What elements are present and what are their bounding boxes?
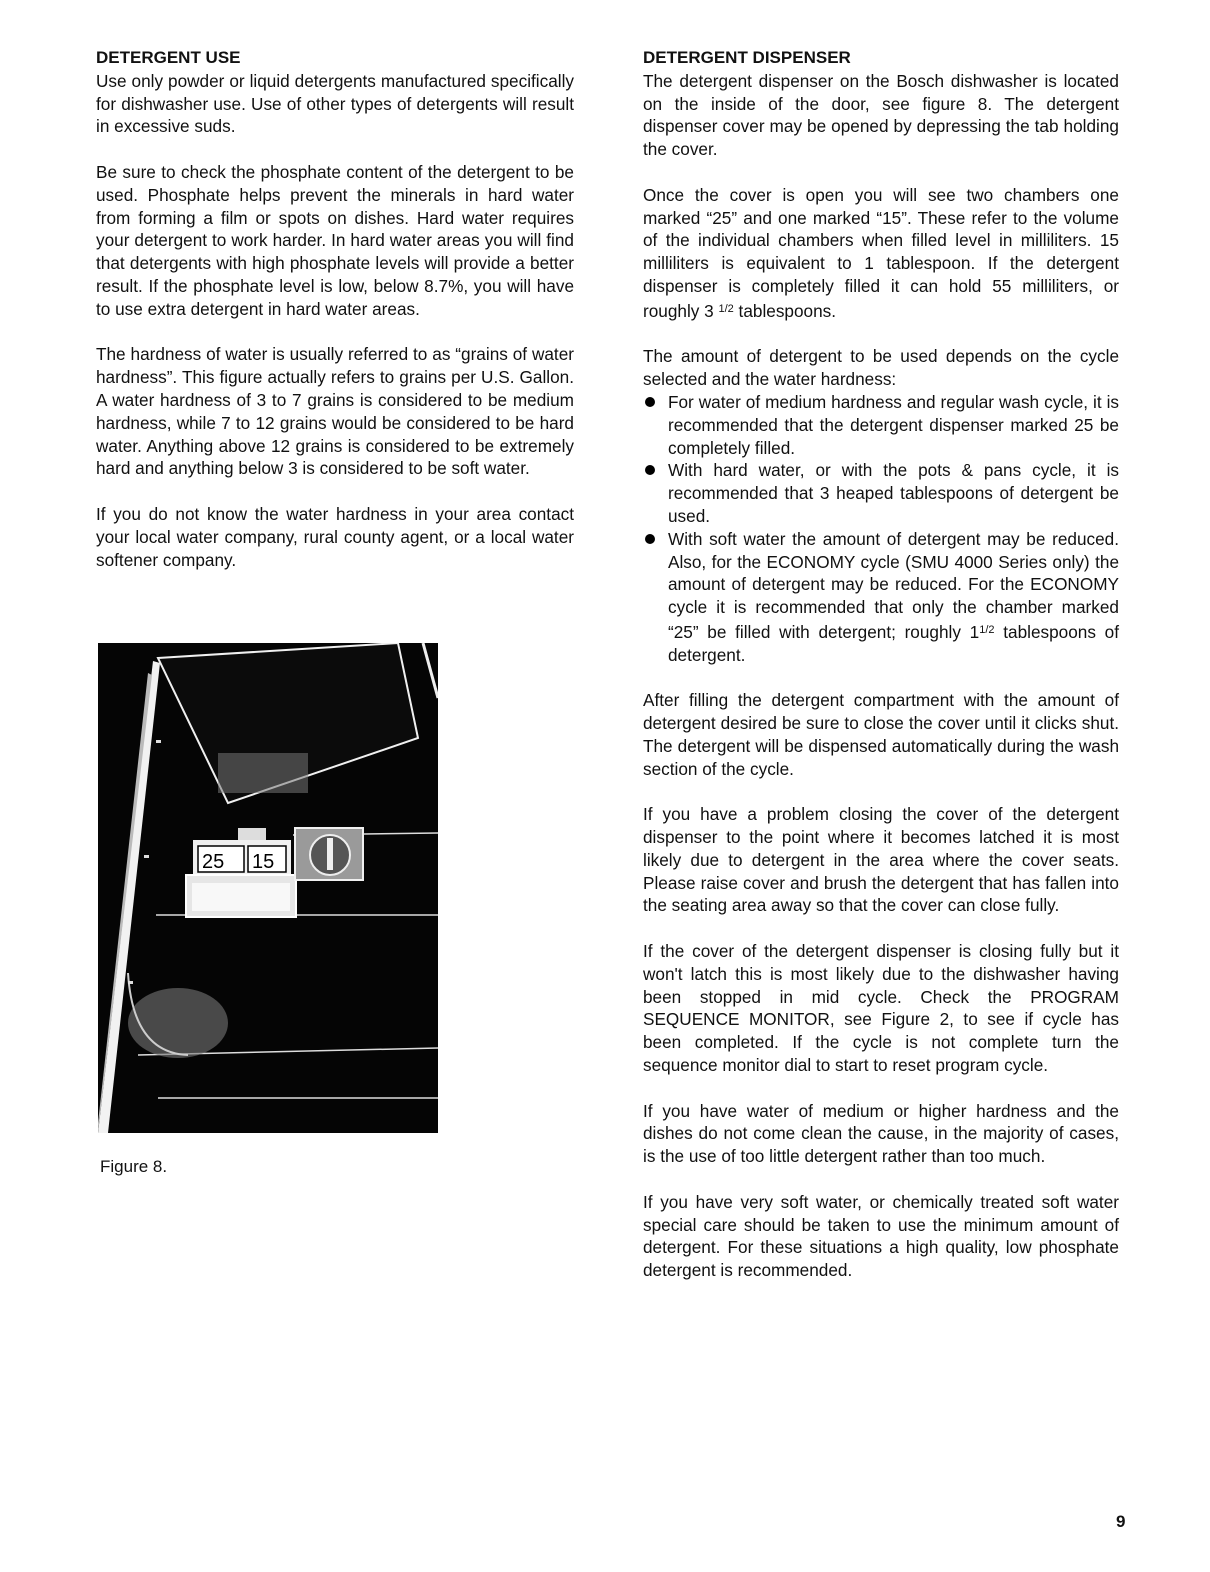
paragraph-dispenser-location: The detergent dispenser on the Bosch dishwasher is located on the inside of the door, see figure 8. The detergent dispenser cover may be opened by depressing the tab holding the cover. (643, 70, 1119, 160)
fraction-half-1: 1/2 (718, 302, 734, 315)
paragraph-detergent-type: Use only powder or liquid detergents manufactured specifically for dishwasher use. Use of other types of detergents will result in excessive suds. (96, 70, 574, 137)
section-heading-detergent-use: DETERGENT USE (96, 48, 241, 67)
page-number: 9 (1116, 1512, 1126, 1531)
paragraph-water-hardness: The hardness of water is usually referred to as “grains of water hardness”. This figure actually refers to grains per U.S. Gallon. A water hardness of 3 to 7 grains is considered to be medium hardness, while 7 to 12 grains would be considered to be hard water. Anything above 12 grains is considered to be extremely hard and anything below 3 is considered to be soft water. (96, 344, 574, 479)
chambers-text-tail: tablespoons. (733, 300, 837, 321)
paragraph-chambers (643, 184, 1119, 323)
figure-8-dispenser-photo (98, 643, 438, 1133)
paragraph-after-filling: After filling the detergent compartment with the amount of detergent desired be sure to close the cover until it clicks shut. The detergent will be dispensed automatically during the wash section of the cycle. (643, 690, 1119, 779)
paragraph-amount-intro: The amount of detergent to be used depends on the cycle selected and the water hardness: (643, 346, 1119, 390)
paragraph-dishes-not-clean: If you have water of medium or higher hardness and the dishes do not come clean the cause, in the majority of cases, is the use of too little detergent rather than too much. (643, 1100, 1119, 1167)
section-heading-detergent-dispenser: DETERGENT DISPENSER (643, 48, 851, 67)
figure-caption: Figure 8. (100, 1157, 168, 1176)
list-item-text-tail: tablespoons of detergent. (668, 621, 1119, 665)
paragraph-closing-problem: If you have a problem closing the cover of the detergent dispenser to the point where it becomes latched it is most likely due to detergent in the area where the cover seats. Please raise cover and brush the detergent that has fallen into the seating area away so that the cover can close fully. (643, 804, 1119, 916)
paragraph-latch-problem: If the cover of the detergent dispenser is closing fully but it won't latch this is most likely due to the dishwasher having been stopped in mid cycle. Check the PROGRAM SEQUENCE MONITOR, see Figure 2, to see if cycle has been completed. If the cycle is not complete turn the sequence monitor dial to start to reset program cycle. (643, 941, 1119, 1076)
chamber-label-15: 15 (252, 851, 275, 873)
paragraph-unknown-hardness: If you do not know the water hardness in your area contact your local water company, rural county agent, or a local water softener company. (96, 503, 574, 570)
bullet-icon (645, 534, 655, 544)
dispenser-photo-illustration (98, 643, 438, 1133)
list-item-text: With hard water, or with the pots & pans cycle, it is recommended that 3 heaped tablespoons of detergent be used. (668, 460, 1119, 526)
list-item-hard-water (643, 459, 1119, 527)
list-item-text: For water of medium hardness and regular wash cycle, it is recommended that the detergent dispenser marked 25 be completely filled. (668, 391, 1119, 458)
detergent-amount-list (643, 391, 1119, 667)
list-item-soft-water (643, 528, 1119, 667)
chamber-label-25: 25 (202, 851, 225, 873)
paragraph-phosphate-content: Be sure to check the phosphate content of the detergent to be used. Phosphate helps prevent the minerals in hard water from forming a film or spots on dishes. Hard water requires your detergent to work harder. In hard water areas you will find that detergents with high phosphate levels will provide a better result. If the phosphate level is low, below 8.7%, you will have to use extra detergent in hard water areas. (96, 161, 574, 319)
list-item-text: With soft water the amount of detergent may be reduced. Also, for the ECONOMY cycle (SMU 4000 Series only) the amount of detergent may be reduced. For the ECONOMY cycle it is recommended that only the chamber marked “25” be filled with detergent; roughly 1 (668, 528, 1119, 642)
list-item-medium-hardness (643, 391, 1119, 459)
paragraph-soft-water: If you have very soft water, or chemically treated soft water special care should be taken to use the minimum amount of detergent. For these situations a high quality, low phosphate detergent is recommended. (643, 1191, 1119, 1281)
fraction-half-2: 1/2 (979, 623, 995, 636)
left-column (96, 47, 574, 571)
chambers-text: Once the cover is open you will see two chambers one marked “25” and one marked “15”. These refer to the volume of the individual chambers when filled level in milliliters. 15 milliliters is equivalent to 1 tablespoon. If the detergent dispenser is completely filled it can hold 55 milliliters, or roughly 3 (643, 184, 1119, 321)
bullet-icon (645, 397, 655, 407)
right-column (643, 47, 1119, 1282)
bullet-icon (645, 465, 655, 475)
